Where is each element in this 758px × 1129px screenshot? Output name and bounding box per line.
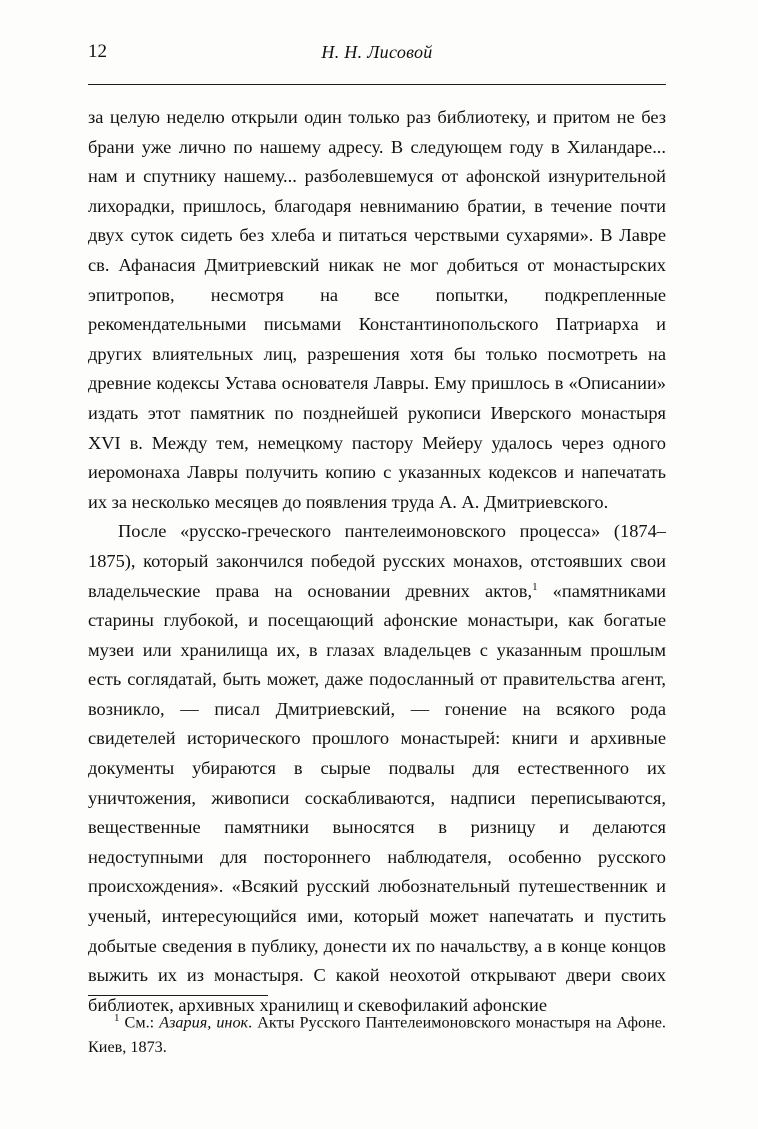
body-text xyxy=(88,103,666,1020)
running-head-author: Н. Н. Лисовой xyxy=(321,42,433,62)
page-number: 12 xyxy=(88,41,107,62)
paragraph-2 xyxy=(88,517,666,1020)
footnote-author: Азария, инок xyxy=(159,1013,249,1032)
footnote-prefix: См.: xyxy=(119,1013,160,1032)
footnote-reference: 1 xyxy=(532,580,538,593)
footnote-1 xyxy=(88,1006,666,1060)
footnote-rule xyxy=(88,995,268,996)
footnote-rest: . Акты Русского Пантелеимоновского монастыря на Афоне. Киев, 1873. xyxy=(88,1013,666,1057)
paragraph-1: за целую неделю открыли один только раз библиотеку, и притом не без брани уже лично по нашему адресу. В следующем году в Хиландаре... нам и спутнику нашему... разболевшемуся от афонской изнурительной лихорадки, пришлось, благодаря невниманию братии, в течение почти двух суток сидеть без хлеба и питаться черствыми сухарями». В Лавре св. Афанасия Дмитриевский никак не мог добиться от монастырских эпитропов, несмотря на все попытки, подкрепленные рекомендательными письмами Константинопольского Патриарха и других влиятельных лиц, разрешения хотя бы только посмотреть на древние кодексы Устава основателя Лавры. Ему пришлось в «Описании» издать этот памятник по позднейшей рукописи Иверского монастыря XVI в. Между тем, немецкому пастору Мейеру удалось через одного иеромонаха Лавры получить копию с указанных кодексов и напечатать их за несколько месяцев до появления труда А. А. Дмитриевского. xyxy=(88,107,666,512)
paragraph-2-part1: После «русско-греческого пантелеимоновского процесса» (1874–1875), который закончился победой русских монахов, отстоявших свои владельческие права на основании древних актов, xyxy=(88,521,666,601)
page-content xyxy=(88,40,666,1020)
footnote-area xyxy=(88,995,666,1060)
footnote-marker: 1 xyxy=(114,1012,120,1024)
header-rule xyxy=(88,84,666,85)
paragraph-2-part2: «памятниками старины глубокой, и посещающий афонские монастыри, как богатые музеи или хранилища их, в глазах владельцев с указанным прошлым есть соглядатай, быть может, даже подосланный от правительства агент, возникло, — писал Дмитриевский, — гонение на всякого рода свидетелей исторического прошлого монастырей: книги и архивные документы убираются в сырые подвалы для естественного их уничтожения, живописи соскабливаются, надписи переписываются, вещественные памятники выносятся в ризницу и делаются недоступными для постороннего наблюдателя, особенно русского происхождения». «Всякий русский любознательный путешественник и ученый, интересующийся ими, который может напечатать и пустить добытые сведения в публику, донести их по начальству, а в конце концов выжить их из монастыря. С какой неохотой открывают двери своих библиотек, архивных хранилищ и скевофилакий афонские xyxy=(88,580,666,1015)
running-head xyxy=(88,40,666,70)
